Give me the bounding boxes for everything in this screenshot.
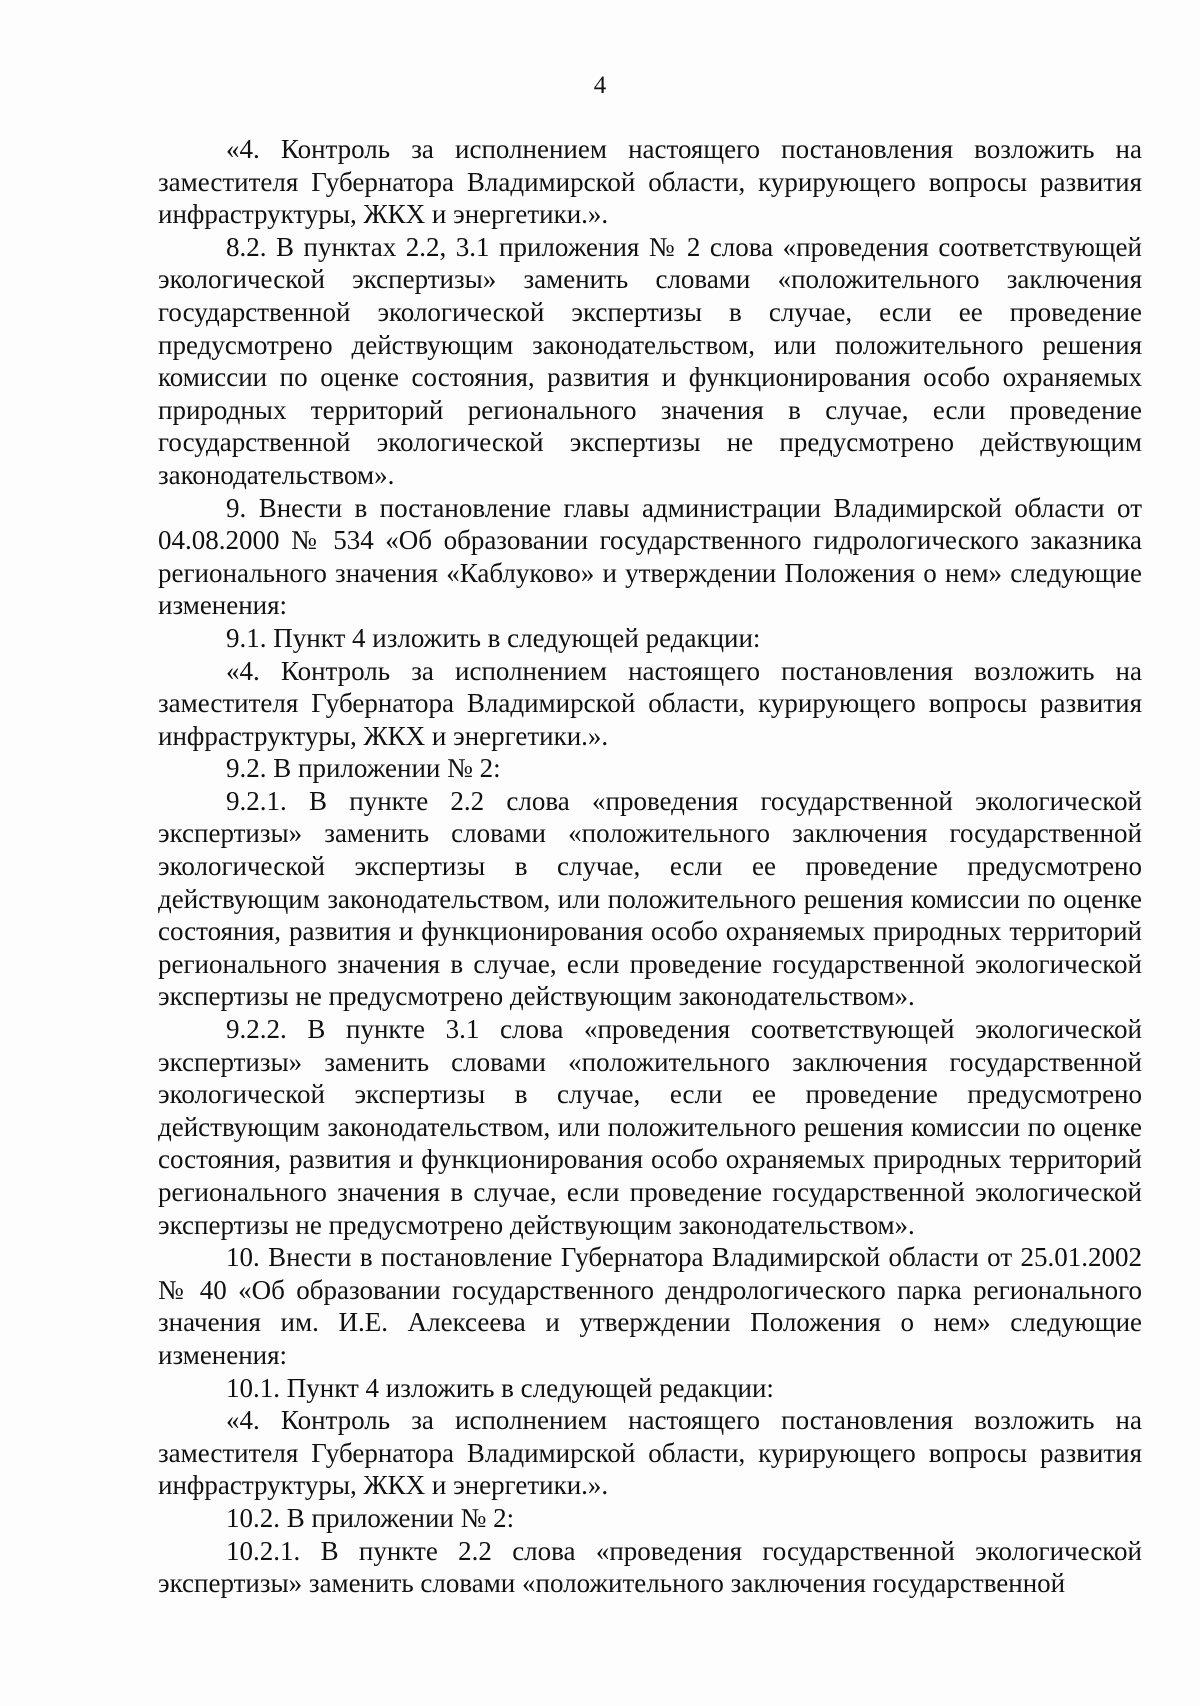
paragraph: 10.1. Пункт 4 изложить в следующей редакции: (226, 1372, 774, 1403)
paragraph: 9.1. Пункт 4 изложить в следующей редакции: (226, 622, 761, 653)
paragraph: «4. Контроль за исполнением настоящего постановления возложить на заместителя Губернатора Владимирской области, курирующего вопросы развития инфраструктуры, ЖКХ и энергетики.». (158, 1405, 1142, 1501)
paragraph: 10.2. В приложении № 2: (226, 1502, 515, 1533)
document-body (158, 133, 1142, 1600)
paragraph: «4. Контроль за исполнением настоящего постановления возложить на заместителя Губернатора Владимирской области, курирующего вопросы развития инфраструктуры, ЖКХ и энергетики.». (158, 655, 1142, 751)
paragraph: 9.2.2. В пункте 3.1 слова «проведения соответствующей экологической экспертизы» заменить словами «положительного заключения государственной экологической экспертизы в случае, если ее проведение предусмотрено действующим законодательством, или положительного решения комиссии по оценке состояния, развития и функционирования особо охраняемых природных территорий регионального значения в случае, если проведение государственной экологической экспертизы не предусмотрено действующим законодательством». (158, 1014, 1142, 1240)
paragraph: 8.2. В пунктах 2.2, 3.1 приложения № 2 слова «проведения соответствующей экологической экспертизы» заменить словами «положительного заключения государственной экологической экспертизы в случае, если ее проведение предусмотрено действующим законодательством, или положительного решения комиссии по оценке состояния, развития и функционирования особо охраняемых природных территорий регионального значения в случае, если проведение государственной экологической экспертизы не предусмотрено действующим законодательством». (158, 231, 1142, 490)
paragraph: 9.2. В приложении № 2: (226, 753, 501, 784)
paragraph: 10.2.1. В пункте 2.2 слова «проведения государственной экологической экспертизы» заменить словами «положительного заключения государственной (158, 1535, 1142, 1599)
paragraph: «4. Контроль за исполнением настоящего постановления возложить на заместителя Губернатора Владимирской области, курирующего вопросы развития инфраструктуры, ЖКХ и энергетики.». (158, 134, 1142, 230)
paragraph: 9.2.1. В пункте 2.2 слова «проведения государственной экологической экспертизы» заменить словами «положительного заключения государственной экологической экспертизы в случае, если ее проведение предусмотрено действующим законодательством, или положительного решения комиссии по оценке состояния, развития и функционирования особо охраняемых природных территорий регионального значения в случае, если проведение государственной экологической экспертизы не предусмотрено действующим законодательством». (158, 785, 1142, 1012)
paragraph: 10. Внести в постановление Губернатора Владимирской области от 25.01.2002 № 40 «Об образовании государственного дендрологического парка регионального значения им. И.Е. Алексеева и утверждении Положения о нем» следующие изменения: (158, 1242, 1142, 1370)
page-number: 4 (593, 72, 607, 99)
paragraph: 9. Внести в постановление главы администрации Владимирской области от 04.08.2000 № 534 «Об образовании государственного гидрологического заказника регионального значения «Каблуково» и утверждении Положения о нем» следующие изменения: (158, 492, 1142, 621)
